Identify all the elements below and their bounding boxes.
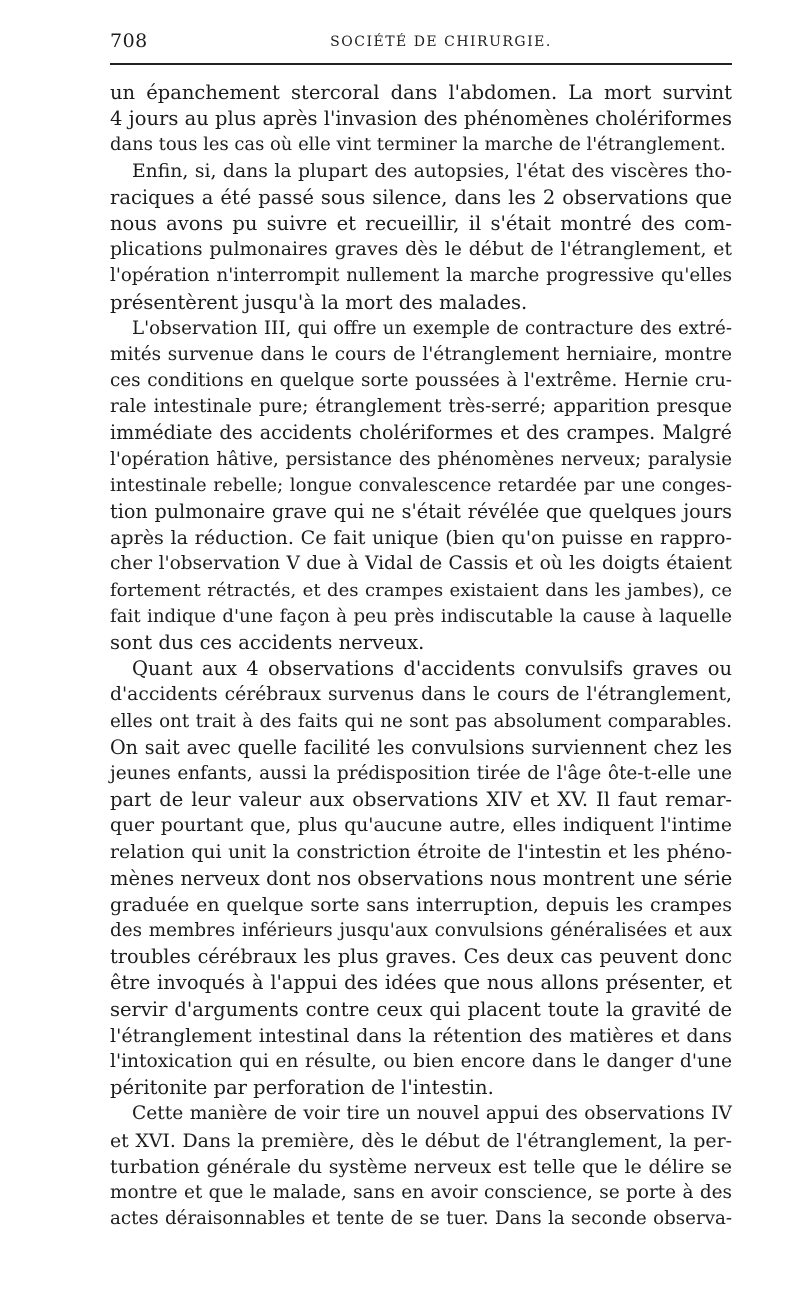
- text-line: actes déraisonnables et tente de se tuer. Dans la seconde observa-: [110, 1208, 732, 1230]
- text-line: troubles cérébraux les plus graves. Ces deux cas peuvent donc: [110, 945, 732, 969]
- text-line: On sait avec quelle facilité les convulsions surviennent chez les: [110, 735, 732, 759]
- text-line: présentèrent jusqu'à la mort des malades.: [110, 290, 528, 314]
- text-line: tion pulmonaire grave qui ne s'était révélée que quelques jours: [110, 500, 732, 523]
- page-number: 708: [110, 30, 148, 52]
- text-line: et XVI. Dans la première, dès le début de l'étranglement, la per-: [110, 1129, 732, 1152]
- text-line: servir d'arguments contre ceux qui placent toute la gravité de: [110, 997, 732, 1021]
- text-line: fait indique d'une façon à peu près indiscutable la cause à laquelle: [110, 605, 732, 627]
- text-line: immédiate des accidents cholériformes et des crampes. Malgré: [110, 421, 732, 445]
- text-line: un épanchement stercoral dans l'abdomen. La mort survint: [110, 81, 732, 104]
- text-line: être invoqués à l'appui des idées que nous allons présenter, et: [110, 971, 732, 995]
- text-line: cher l'observation V due à Vidal de Cassis et où les doigts étaient: [110, 553, 732, 575]
- text-line: l'opération hâtive, persistance des phénomènes nerveux; paralysie: [110, 448, 732, 470]
- text-line: ces conditions en quelque sorte poussées à l'extrême. Hernie cru-: [110, 370, 732, 392]
- text-line: d'accidents cérébraux survenus dans le cours de l'étranglement,: [110, 684, 732, 706]
- text-line: graduée en quelque sorte sans interruption, depuis les crampes: [110, 893, 732, 916]
- text-line: mènes nerveux dont nos observations nous montrent une série: [110, 866, 733, 890]
- text-line: l'étranglement intestinal dans la rétention des matières et dans: [110, 1024, 732, 1047]
- text-line: Enfin, si, dans la plupart des autopsies, l'état des viscères tho-: [132, 160, 732, 182]
- text-line: fortement rétractés, et des crampes existaient dans les jambes), ce: [110, 579, 732, 601]
- text-line: relation qui unit la constriction étroite de l'intestin et les phéno-: [110, 841, 732, 864]
- text-line: Cette manière de voir tire un nouvel appui des observations IV: [132, 1103, 732, 1125]
- paragraph: [110, 656, 732, 1101]
- paragraph: [110, 80, 732, 159]
- text-line: turbation générale du système nerveux est telle que le délire se: [110, 1155, 732, 1178]
- paragraph: [110, 316, 732, 656]
- paragraph: [110, 1101, 732, 1232]
- text-line: mités survenue dans le cours de l'étranglement herniaire, montre: [110, 343, 732, 365]
- text-line: rale intestinale pure; étranglement très-serré; apparition presque: [110, 396, 732, 418]
- text-line: intestinale rebelle; longue convalescence retardée par une conges-: [110, 474, 732, 496]
- text-line: des membres inférieurs jusqu'aux convulsions généralisées et aux: [110, 920, 732, 941]
- text-line: jeunes enfants, aussi la prédisposition tirée de l'âge ôte-t-elle une: [110, 762, 732, 784]
- text-line: Quant aux 4 observations d'accidents convulsifs graves ou: [132, 657, 732, 681]
- paragraph: [110, 159, 732, 316]
- text-line: quer pourtant que, plus qu'aucune autre, elles indiquent l'intime: [110, 815, 732, 837]
- text-line: dans tous les cas où elle vint terminer la marche de l'étranglement.: [110, 134, 726, 156]
- text-line: plications pulmonaires graves dès le début de l'étranglement, et: [110, 239, 732, 261]
- text-line: L'observation III, qui offre un exemple de contracture des extré-: [132, 317, 732, 339]
- text-line: péritonite par perforation de l'intestin.: [110, 1076, 494, 1100]
- running-head: SOCIÉTÉ DE CHIRURGIE.: [330, 34, 552, 50]
- text-line: 4 jours au plus après l'invasion des phénomènes cholériformes: [110, 107, 732, 131]
- text-line: nous avons pu suivre et recueillir, il s'était montré des com-: [110, 211, 732, 235]
- header-rule: [110, 63, 732, 65]
- text-line: sont dus ces accidents nerveux.: [110, 630, 425, 654]
- text-line: l'opération n'interrompit nullement la marche progressive qu'elles: [110, 265, 732, 287]
- text-line: part de leur valeur aux observations XIV et XV. Il faut remar-: [110, 788, 732, 812]
- body-text: [110, 80, 732, 1232]
- text-line: après la réduction. Ce fait unique (bien qu'on puisse en rappro-: [110, 526, 732, 550]
- text-line: l'intoxication qui en résulte, ou bien encore dans le danger d'une: [110, 1050, 732, 1072]
- text-line: montre et que le malade, sans en avoir conscience, se porte à des: [110, 1181, 732, 1203]
- page-header: [110, 28, 732, 58]
- text-line: elles ont trait à des faits qui ne sont pas absolument comparables.: [110, 710, 732, 732]
- text-line: raciques a été passé sous silence, dans les 2 observations que: [110, 185, 732, 209]
